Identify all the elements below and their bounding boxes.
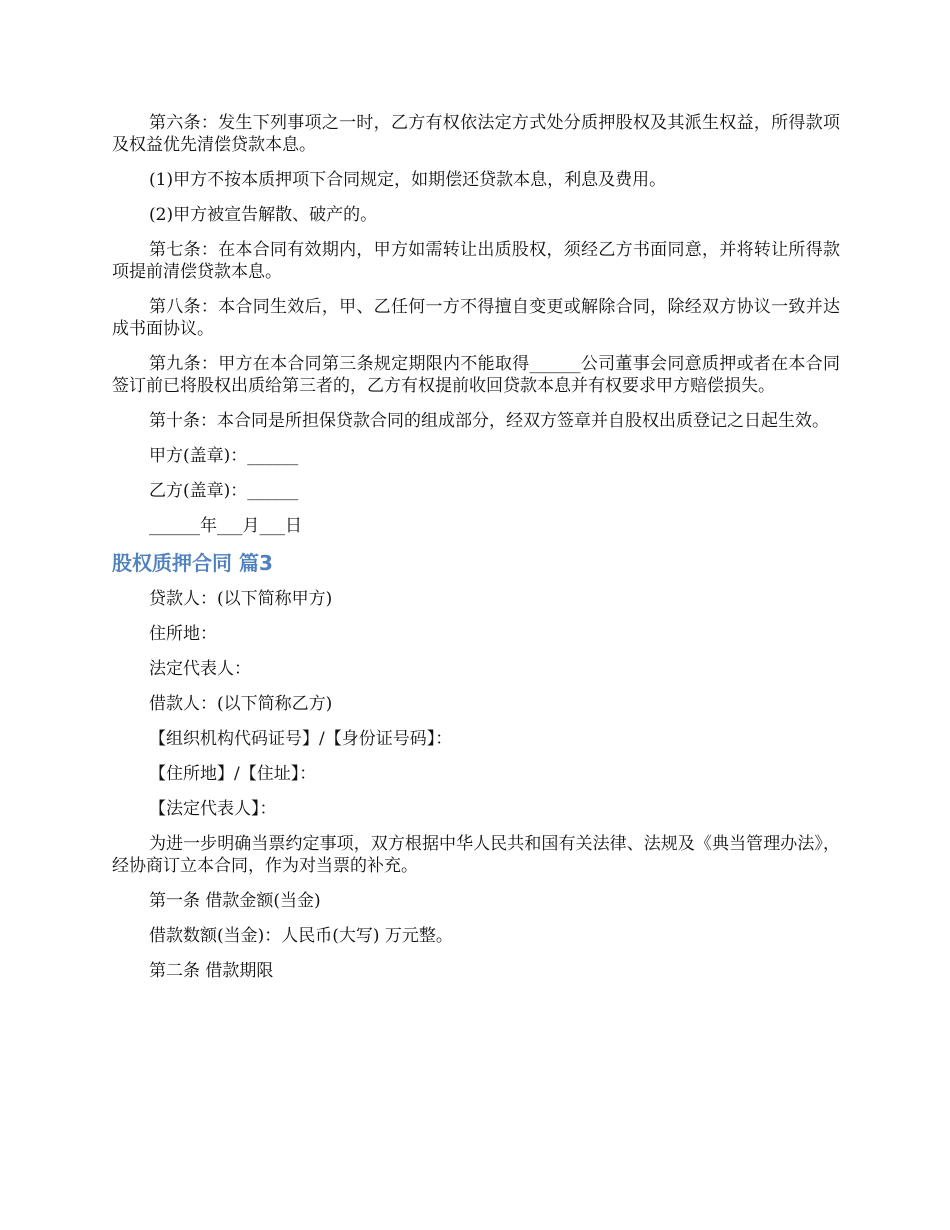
section-heading: 股权质押合同 篇3 — [112, 551, 273, 575]
date-line: ______年___月___日 — [149, 516, 302, 536]
borrower-id-line: 【组织机构代码证号】/【身份证号码】： — [149, 729, 453, 749]
article-6-item-1: (1)甲方不按本质押项下合同规定，如期偿还贷款本息，利息及费用。 — [149, 170, 667, 190]
borrower-representative-line: 【法定代表人】： — [149, 799, 277, 819]
borrower-line: 借款人：(以下简称乙方) — [149, 694, 333, 714]
document-page — [112, 112, 840, 995]
lender-representative-line: 法定代表人： — [149, 659, 251, 679]
borrower-address-line: 【住所地】/【住址】： — [149, 764, 317, 784]
article-6: 第六条：发生下列事项之一时，乙方有权依法定方式处分质押股权及其派生权益，所得款项及权益优先清偿贷款本息。 — [112, 113, 840, 155]
article-10: 第十条：本合同是所担保贷款合同的组成部分，经双方签章并自股权出质登记之日起生效。 — [149, 411, 829, 431]
party-a-seal-line: 甲方(盖章)：______ — [149, 446, 299, 466]
article-9: 第九条：甲方在本合同第三条规定期限内不能取得______公司董事会同意质押或者在本合同签订前已将股权出质给第三者的，乙方有权提前收回贷款本息并有权要求甲方赔偿损失。 — [112, 354, 840, 396]
lender-line: 贷款人：(以下简称甲方) — [149, 589, 333, 609]
article-6-item-2: (2)甲方被宣告解散、破产的。 — [149, 205, 378, 225]
preamble-paragraph: 为进一步明确当票约定事项，双方根据中华人民共和国有关法律、法规及《典当管理办法》，经协商订立本合同，作为对当票的补充。 — [112, 834, 840, 876]
loan-amount-line: 借款数额(当金)：人民币(大写) 万元整。 — [149, 926, 453, 946]
party-b-seal-line: 乙方(盖章)：______ — [149, 481, 299, 501]
article-7: 第七条：在本合同有效期内，甲方如需转让出质股权，须经乙方书面同意，并将转让所得款项提前清偿贷款本息。 — [112, 240, 840, 282]
lender-address-line: 住所地： — [149, 624, 217, 644]
article-2-title: 第二条 借款期限 — [149, 961, 274, 981]
article-1-title: 第一条 借款金额(当金) — [149, 891, 321, 911]
article-8: 第八条：本合同生效后，甲、乙任何一方不得擅自变更或解除合同，除经双方协议一致并达成书面协议。 — [112, 297, 840, 339]
